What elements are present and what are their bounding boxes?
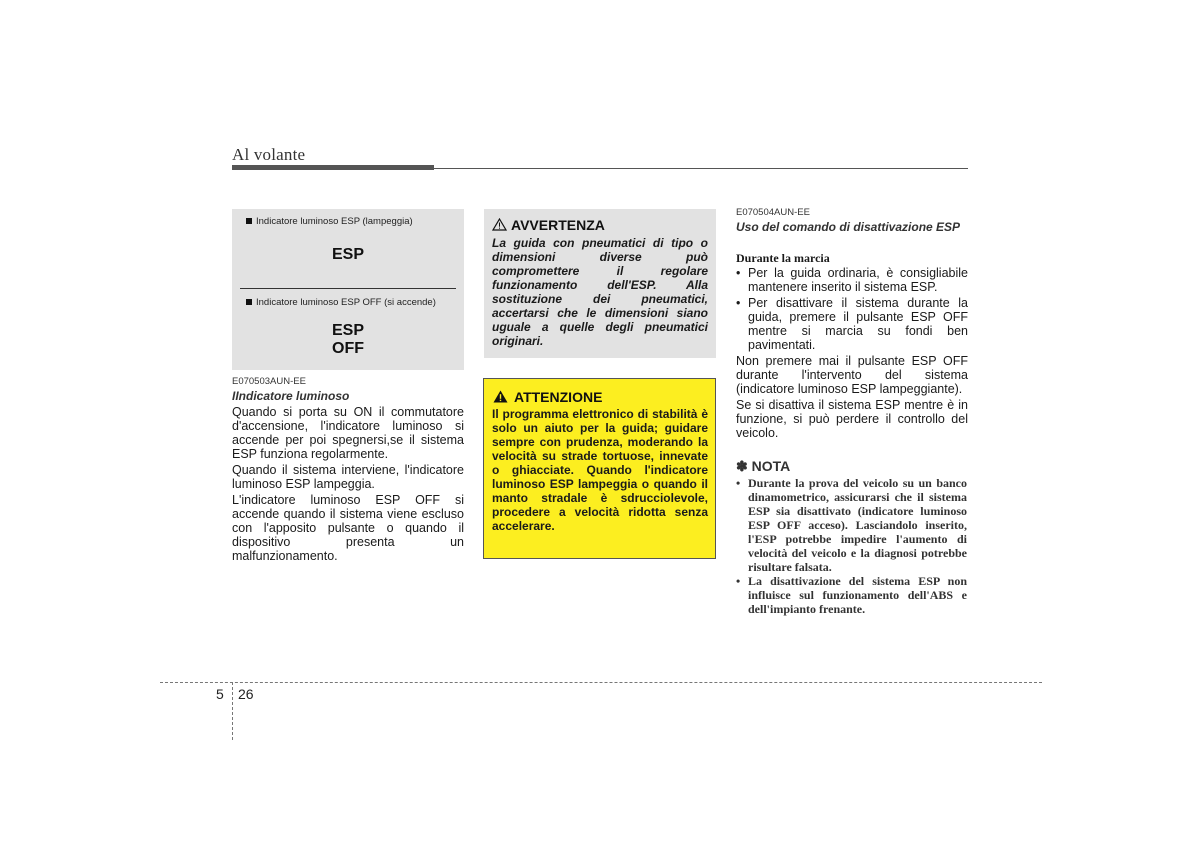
square-bullet-icon — [246, 218, 252, 224]
note-list — [736, 476, 967, 616]
list-item: • Per la guida ordinaria, è consigliabile mantenere inserito il sistema ESP. — [736, 266, 968, 294]
page-header-title: Al volante — [232, 145, 306, 164]
paragraph: Se si disattiva il sistema ESP mentre è in funzione, si può perdere il controllo del veicolo. — [736, 398, 968, 440]
esp-off-indicator-symbol: ESP OFF — [331, 322, 364, 357]
footer-divider-horizontal — [160, 682, 1042, 683]
warning-triangle-outline-icon — [492, 218, 507, 234]
bullet-list — [736, 266, 968, 352]
indicator-illustration — [232, 209, 464, 370]
header-rule-thin — [434, 168, 968, 169]
subsection-heading: Durante la marcia — [736, 251, 830, 265]
section-code: E070503AUN-EE — [232, 376, 306, 387]
section-title: IIndicatore luminoso — [232, 389, 350, 403]
header-rule-thick — [232, 165, 434, 170]
caution-body: Il programma elettronico di stabilità è solo un aiuto per la guida; guidare sempre con prudenza, moderando la velocità su strade tortuose, innevate o ghiacciate. Quando l'indicatore luminoso ESP lampeggia o quando il manto stradale è sdrucciolevole, procedere a velocità ridotta senza accelerare. — [492, 407, 708, 533]
paragraph: L'indicatore luminoso ESP OFF si accende quando il sistema viene escluso con l'apposito pulsante o quando il dispositivo presenta un malfunzionamento. — [232, 493, 464, 563]
note-title: ✽ NOTA — [736, 458, 791, 474]
section-code: E070504AUN-EE — [736, 207, 810, 218]
section-title: Uso del comando di disattivazione ESP — [736, 220, 961, 234]
page-number: 26 — [238, 686, 254, 702]
square-bullet-icon — [246, 299, 252, 305]
warning-title: AVVERTENZA — [492, 217, 605, 234]
list-item: • La disattivazione del sistema ESP non influisce sul funzionamento dell'ABS e dell'impianto frenante. — [736, 574, 967, 616]
paragraph: Non premere mai il pulsante ESP OFF durante l'intervento del sistema (indicatore luminoso ESP lampeggiante). — [736, 354, 968, 396]
indicator-divider — [240, 288, 456, 289]
caution-box — [483, 378, 716, 559]
indicator-caption-esp-off: Indicatore luminoso ESP OFF (si accende) — [246, 297, 436, 308]
list-item: • Durante la prova del veicolo su un banco dinamometrico, assicurarsi che il sistema ESP sia disattivato (indicatore luminoso ESP OFF acceso). Lasciandolo inserito, l'ESP potrebbe impedire l'aumento di velocità del veicolo e la diagnosi potrebbe risultare falsata. — [736, 476, 967, 574]
esp-indicator-symbol: ESP — [331, 246, 364, 263]
warning-triangle-filled-icon — [493, 390, 508, 406]
warning-body: La guida con pneumatici di tipo o dimensioni diverse può compromettere il regolare funzionamento dell'ESP. Alla sostituzione dei pneumatici, accertarsi che le dimensioni siano uguale a quelle degli pneumatici originari. — [492, 236, 708, 348]
indicator-caption-esp: Indicatore luminoso ESP (lampeggia) — [246, 216, 413, 227]
list-item: • Per disattivare il sistema durante la guida, premere il pulsante ESP OFF mentre si marcia su fondi ben pavimentati. — [736, 296, 968, 352]
warning-box — [484, 209, 716, 358]
paragraph: Quando il sistema interviene, l'indicatore luminoso ESP lampeggia. — [232, 463, 464, 491]
footer-divider-vertical — [232, 682, 233, 740]
chapter-number: 5 — [216, 686, 224, 702]
caution-title: ATTENZIONE — [493, 389, 602, 406]
paragraph: Quando si porta su ON il commutatore d'accensione, l'indicatore luminoso si accende per poi spegnersi,se il sistema ESP funziona regolarmente. — [232, 405, 464, 461]
